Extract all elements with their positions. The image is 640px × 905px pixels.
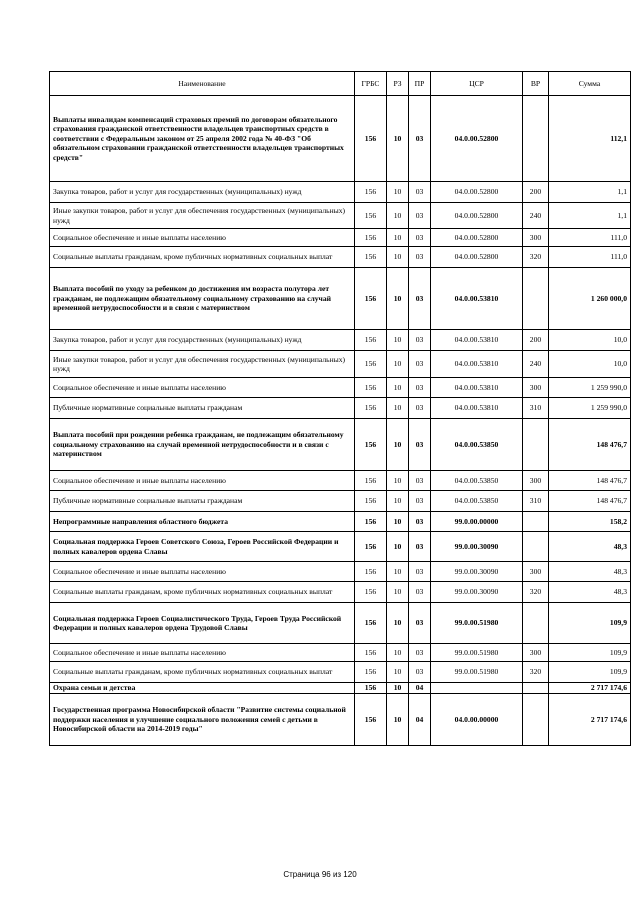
- cell-sum: 1 259 990,0: [549, 398, 631, 419]
- cell-grbs: 156: [355, 662, 387, 683]
- cell-name: Публичные нормативные социальные выплаты гражданам: [50, 398, 355, 419]
- cell-sum: 2 717 174,6: [549, 694, 631, 746]
- cell-sum: 109,9: [549, 644, 631, 662]
- cell-sum: 48,3: [549, 532, 631, 562]
- cell-pr: 03: [409, 603, 431, 644]
- cell-csr: 99.0.00.51980: [431, 603, 523, 644]
- table-row: [50, 351, 631, 378]
- cell-rz: 10: [387, 351, 409, 378]
- cell-grbs: 156: [355, 532, 387, 562]
- cell-name: Социальное обеспечение и иные выплаты населению: [50, 378, 355, 398]
- cell-pr: 03: [409, 512, 431, 532]
- cell-pr: 03: [409, 247, 431, 268]
- cell-rz: 10: [387, 330, 409, 351]
- cell-sum: 10,0: [549, 330, 631, 351]
- cell-vr: [523, 96, 549, 182]
- table-row: [50, 203, 631, 229]
- cell-vr: [523, 268, 549, 330]
- cell-csr: 04.0.00.00000: [431, 694, 523, 746]
- cell-name: Выплата пособий при рождении ребенка гражданам, не подлежащим обязательному социальному страхованию на случай временной нетрудоспособности и в связи с материнством: [50, 419, 355, 471]
- table-row: [50, 603, 631, 644]
- cell-pr: 03: [409, 471, 431, 491]
- header-name: Наименование: [50, 72, 355, 96]
- cell-csr: 04.0.00.52800: [431, 203, 523, 229]
- cell-name: Непрограммные направления областного бюджета: [50, 512, 355, 532]
- cell-sum: 148 476,7: [549, 419, 631, 471]
- cell-rz: 10: [387, 491, 409, 512]
- cell-pr: 03: [409, 229, 431, 247]
- cell-vr: [523, 683, 549, 694]
- cell-name: Социальные выплаты гражданам, кроме публичных нормативных социальных выплат: [50, 247, 355, 268]
- budget-table: [49, 71, 631, 746]
- cell-csr: 99.0.00.00000: [431, 512, 523, 532]
- cell-sum: 109,9: [549, 662, 631, 683]
- cell-vr: [523, 603, 549, 644]
- table-row: [50, 182, 631, 203]
- cell-csr: 04.0.00.52800: [431, 229, 523, 247]
- cell-name: Социальное обеспечение и иные выплаты населению: [50, 471, 355, 491]
- cell-vr: 310: [523, 491, 549, 512]
- cell-grbs: 156: [355, 203, 387, 229]
- cell-csr: 04.0.00.53850: [431, 471, 523, 491]
- cell-name: Социальная поддержка Героев Социалистического Труда, Героев Труда Российской Федерации и полных кавалеров ордена Трудовой Славы: [50, 603, 355, 644]
- cell-rz: 10: [387, 512, 409, 532]
- cell-rz: 10: [387, 182, 409, 203]
- cell-sum: 2 717 174,6: [549, 683, 631, 694]
- table-row: [50, 582, 631, 603]
- cell-rz: 10: [387, 582, 409, 603]
- cell-vr: 300: [523, 471, 549, 491]
- cell-grbs: 156: [355, 603, 387, 644]
- cell-rz: 10: [387, 532, 409, 562]
- cell-grbs: 156: [355, 229, 387, 247]
- cell-pr: 03: [409, 532, 431, 562]
- cell-rz: 10: [387, 662, 409, 683]
- cell-csr: 04.0.00.53810: [431, 351, 523, 378]
- cell-name: Публичные нормативные социальные выплаты гражданам: [50, 491, 355, 512]
- cell-csr: 04.0.00.52800: [431, 182, 523, 203]
- cell-rz: 10: [387, 471, 409, 491]
- cell-name: Закупка товаров, работ и услуг для государственных (муниципальных) нужд: [50, 330, 355, 351]
- cell-name: Социальное обеспечение и иные выплаты населению: [50, 229, 355, 247]
- cell-pr: 03: [409, 398, 431, 419]
- cell-grbs: 156: [355, 683, 387, 694]
- cell-vr: 300: [523, 644, 549, 662]
- cell-grbs: 156: [355, 644, 387, 662]
- cell-name: Государственная программа Новосибирской области "Развитие системы социальной поддержки населения и улучшение социального положения семей с детьми в Новосибирской области на 2014-2019 годы": [50, 694, 355, 746]
- cell-grbs: 156: [355, 562, 387, 582]
- cell-sum: 112,1: [549, 96, 631, 182]
- table-row: [50, 247, 631, 268]
- cell-grbs: 156: [355, 330, 387, 351]
- cell-sum: 111,0: [549, 247, 631, 268]
- cell-vr: [523, 532, 549, 562]
- cell-vr: [523, 694, 549, 746]
- table-row: [50, 419, 631, 471]
- cell-vr: [523, 419, 549, 471]
- cell-vr: 200: [523, 330, 549, 351]
- table-row: [50, 398, 631, 419]
- header-rz: РЗ: [387, 72, 409, 96]
- cell-pr: 03: [409, 644, 431, 662]
- cell-pr: 03: [409, 330, 431, 351]
- cell-vr: 240: [523, 351, 549, 378]
- cell-name: Социальные выплаты гражданам, кроме публичных нормативных социальных выплат: [50, 582, 355, 603]
- budget-document: [49, 71, 630, 746]
- cell-vr: 300: [523, 562, 549, 582]
- cell-csr: 04.0.00.52800: [431, 247, 523, 268]
- cell-vr: 240: [523, 203, 549, 229]
- cell-pr: 03: [409, 96, 431, 182]
- cell-grbs: 156: [355, 694, 387, 746]
- cell-pr: 03: [409, 378, 431, 398]
- cell-vr: 320: [523, 662, 549, 683]
- header-grbs: ГРБС: [355, 72, 387, 96]
- cell-sum: 48,3: [549, 582, 631, 603]
- cell-sum: 48,3: [549, 562, 631, 582]
- cell-pr: 03: [409, 351, 431, 378]
- cell-vr: 320: [523, 582, 549, 603]
- cell-grbs: 156: [355, 512, 387, 532]
- cell-name: Охрана семьи и детства: [50, 683, 355, 694]
- cell-pr: 03: [409, 203, 431, 229]
- table-row: [50, 330, 631, 351]
- cell-rz: 10: [387, 603, 409, 644]
- cell-name: Социальные выплаты гражданам, кроме публичных нормативных социальных выплат: [50, 662, 355, 683]
- table-row: [50, 662, 631, 683]
- cell-sum: 1,1: [549, 182, 631, 203]
- cell-csr: 99.0.00.30090: [431, 562, 523, 582]
- cell-rz: 10: [387, 683, 409, 694]
- cell-grbs: 156: [355, 419, 387, 471]
- cell-sum: 1 260 000,0: [549, 268, 631, 330]
- cell-rz: 10: [387, 229, 409, 247]
- cell-rz: 10: [387, 247, 409, 268]
- table-row: [50, 532, 631, 562]
- table-row: [50, 683, 631, 694]
- cell-csr: 04.0.00.52800: [431, 96, 523, 182]
- cell-pr: 03: [409, 662, 431, 683]
- cell-vr: [523, 512, 549, 532]
- cell-pr: 03: [409, 562, 431, 582]
- cell-sum: 148 476,7: [549, 471, 631, 491]
- cell-name: Закупка товаров, работ и услуг для государственных (муниципальных) нужд: [50, 182, 355, 203]
- cell-vr: 310: [523, 398, 549, 419]
- cell-vr: 320: [523, 247, 549, 268]
- header-pr: ПР: [409, 72, 431, 96]
- cell-grbs: 156: [355, 471, 387, 491]
- cell-name: Выплаты инвалидам компенсаций страховых премий по договорам обязательного страхования гражданской ответственности владельцев транспортных средств в соответствии с Федеральным законом от 25 апреля 2002 года № 40-ФЗ "Об обязательном страховании гражданской ответственности владельцев транспортных средств": [50, 96, 355, 182]
- cell-csr: 04.0.00.53810: [431, 330, 523, 351]
- cell-pr: 03: [409, 182, 431, 203]
- header-vr: ВР: [523, 72, 549, 96]
- cell-csr: 99.0.00.51980: [431, 662, 523, 683]
- cell-name: Иные закупки товаров, работ и услуг для обеспечения государственных (муниципальных) нужд: [50, 203, 355, 229]
- header-csr: ЦСР: [431, 72, 523, 96]
- cell-vr: 300: [523, 229, 549, 247]
- cell-csr: 04.0.00.53810: [431, 378, 523, 398]
- cell-rz: 10: [387, 419, 409, 471]
- table-body: [50, 96, 631, 746]
- cell-name: Выплата пособий по уходу за ребенком до достижения им возраста полутора лет гражданам, не подлежащим обязательному социальному страхованию на случай временной нетрудоспособности и в связи с материнством: [50, 268, 355, 330]
- cell-grbs: 156: [355, 491, 387, 512]
- table-row: [50, 268, 631, 330]
- cell-pr: 04: [409, 683, 431, 694]
- table-row: [50, 491, 631, 512]
- cell-rz: 10: [387, 694, 409, 746]
- table-row: [50, 562, 631, 582]
- cell-grbs: 156: [355, 96, 387, 182]
- cell-csr: 04.0.00.53850: [431, 419, 523, 471]
- cell-rz: 10: [387, 203, 409, 229]
- cell-csr: 99.0.00.30090: [431, 582, 523, 603]
- cell-grbs: 156: [355, 268, 387, 330]
- cell-name: Социальное обеспечение и иные выплаты населению: [50, 644, 355, 662]
- cell-grbs: 156: [355, 582, 387, 603]
- cell-pr: 04: [409, 694, 431, 746]
- cell-vr: 300: [523, 378, 549, 398]
- cell-grbs: 156: [355, 182, 387, 203]
- cell-rz: 10: [387, 562, 409, 582]
- cell-csr: 99.0.00.51980: [431, 644, 523, 662]
- cell-sum: 111,0: [549, 229, 631, 247]
- cell-csr: 04.0.00.53810: [431, 398, 523, 419]
- cell-rz: 10: [387, 378, 409, 398]
- header-sum: Сумма: [549, 72, 631, 96]
- cell-rz: 10: [387, 644, 409, 662]
- table-row: [50, 229, 631, 247]
- cell-grbs: 156: [355, 351, 387, 378]
- table-row: [50, 512, 631, 532]
- cell-sum: 158,2: [549, 512, 631, 532]
- cell-pr: 03: [409, 419, 431, 471]
- cell-grbs: 156: [355, 378, 387, 398]
- cell-sum: 1,1: [549, 203, 631, 229]
- cell-rz: 10: [387, 268, 409, 330]
- table-row: [50, 694, 631, 746]
- cell-rz: 10: [387, 398, 409, 419]
- cell-name: Социальная поддержка Героев Советского Союза, Героев Российской Федерации и полных кавалеров ордена Славы: [50, 532, 355, 562]
- cell-vr: 200: [523, 182, 549, 203]
- cell-csr: 04.0.00.53810: [431, 268, 523, 330]
- cell-csr: 99.0.00.30090: [431, 532, 523, 562]
- page-number: Страница 96 из 120: [283, 870, 357, 879]
- cell-rz: 10: [387, 96, 409, 182]
- cell-sum: 10,0: [549, 351, 631, 378]
- table-row: [50, 96, 631, 182]
- cell-sum: 109,9: [549, 603, 631, 644]
- cell-name: Социальное обеспечение и иные выплаты населению: [50, 562, 355, 582]
- cell-grbs: 156: [355, 398, 387, 419]
- cell-csr: 04.0.00.53850: [431, 491, 523, 512]
- cell-sum: 1 259 990,0: [549, 378, 631, 398]
- cell-name: Иные закупки товаров, работ и услуг для обеспечения государственных (муниципальных) нужд: [50, 351, 355, 378]
- cell-grbs: 156: [355, 247, 387, 268]
- table-row: [50, 378, 631, 398]
- table-header-row: [50, 72, 631, 96]
- table-row: [50, 644, 631, 662]
- cell-pr: 03: [409, 268, 431, 330]
- cell-pr: 03: [409, 582, 431, 603]
- cell-sum: 148 476,7: [549, 491, 631, 512]
- cell-csr: [431, 683, 523, 694]
- table-row: [50, 471, 631, 491]
- cell-pr: 03: [409, 491, 431, 512]
